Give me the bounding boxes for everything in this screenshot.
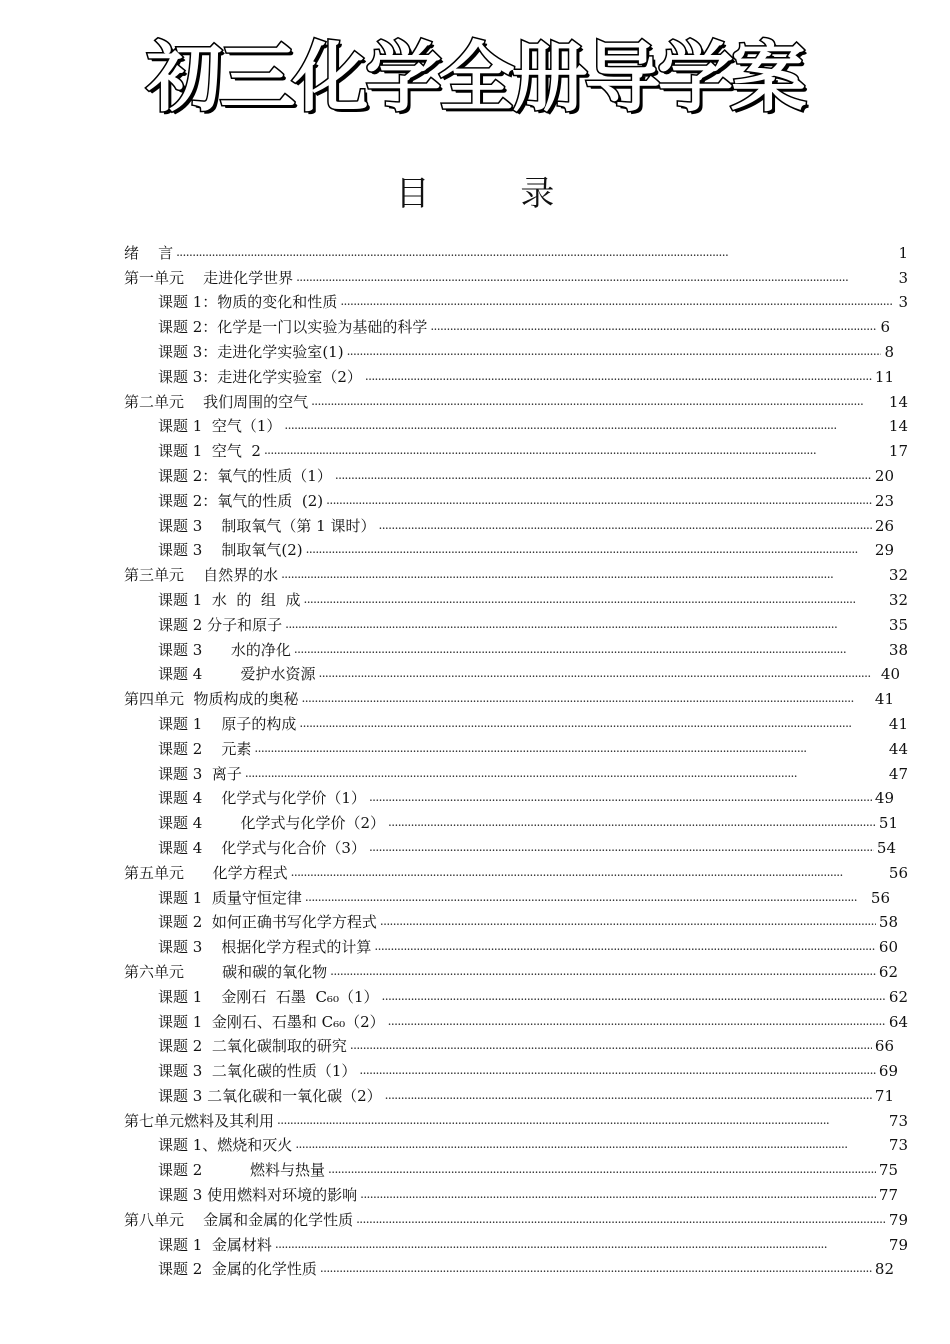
dot-leader	[356, 1211, 886, 1227]
toc-page-number: 47	[888, 764, 908, 783]
banner-title: 初三化学全册导学案	[146, 33, 804, 122]
toc-page-number: 73	[888, 1136, 908, 1155]
toc-lesson-entry[interactable]	[124, 1180, 908, 1205]
toc-entry-label: 课题 1 水 的 组 成	[158, 590, 301, 609]
toc-page-number: 41	[888, 714, 908, 733]
dot-leader	[311, 393, 886, 409]
toc-entry-label: 课题 2 燃料与热量	[158, 1161, 325, 1180]
dot-leader	[382, 988, 886, 1004]
toc-entry-label: 课题 3：走进化学实验室（2）	[158, 367, 362, 386]
dot-leader	[295, 1136, 886, 1152]
dot-leader	[285, 616, 886, 632]
dot-leader	[340, 293, 895, 309]
dot-leader	[365, 368, 872, 384]
toc-lesson-entry[interactable]	[124, 709, 908, 734]
toc-entry-label: 课题 3 制取氧气(2)	[158, 541, 303, 560]
toc-page-number: 73	[888, 1111, 908, 1130]
toc-lesson-entry[interactable]	[124, 312, 908, 337]
toc-page-number: 64	[888, 1012, 908, 1031]
toc-unit-entry[interactable]	[124, 238, 908, 263]
dot-leader	[299, 715, 886, 731]
toc-page-number: 44	[888, 739, 908, 758]
toc-entry-label: 课题 4 化学式与化合价（3）	[158, 838, 366, 857]
dot-leader	[347, 343, 882, 359]
dot-leader	[277, 1112, 886, 1128]
toc-lesson-entry[interactable]	[124, 1230, 908, 1255]
toc-page-number: 62	[878, 962, 898, 981]
dot-leader	[385, 1087, 872, 1103]
toc-page-number: 32	[888, 590, 908, 609]
toc-lesson-entry[interactable]	[124, 759, 908, 784]
toc-entry-label: 课题 4 爱护水资源	[158, 665, 316, 684]
toc-page-number: 1	[898, 243, 908, 262]
toc-lesson-entry[interactable]	[124, 932, 908, 957]
toc-unit-entry[interactable]	[124, 263, 908, 288]
toc-page-number: 60	[878, 938, 898, 957]
toc-lesson-entry[interactable]	[124, 808, 908, 833]
dot-leader	[176, 244, 895, 260]
toc-page-number: 3	[898, 293, 908, 312]
toc-lesson-entry[interactable]	[124, 461, 908, 486]
dot-leader	[296, 269, 895, 285]
toc-page-number: 11	[874, 367, 894, 386]
toc-page-number: 56	[870, 888, 890, 907]
toc-entry-label: 课题 1 空气 2	[158, 442, 261, 461]
toc-lesson-entry[interactable]	[124, 337, 908, 362]
toc-entry-label: 绪 言	[124, 243, 174, 262]
toc-page-number: 54	[876, 838, 896, 857]
toc-entry-label: 课题 3 使用燃料对环境的影响	[158, 1186, 358, 1205]
dot-leader	[275, 1236, 886, 1252]
toc-unit-entry[interactable]	[124, 1205, 908, 1230]
toc-lesson-entry[interactable]	[124, 362, 908, 387]
toc-unit-entry[interactable]	[124, 684, 908, 709]
dot-leader	[326, 492, 872, 508]
toc-page-number: 71	[874, 1086, 894, 1105]
toc-page-number: 29	[874, 541, 894, 560]
toc-entry-label: 课题 1：物质的变化和性质	[158, 293, 338, 312]
toc-entry-label: 第七单元燃料及其利用	[124, 1111, 275, 1130]
toc-page-number: 79	[888, 1210, 908, 1229]
toc-entry-label: 课题 2 元素	[158, 739, 252, 758]
toc-unit-entry[interactable]	[124, 387, 908, 412]
toc-page-number: 49	[874, 789, 894, 808]
dot-leader	[318, 665, 877, 681]
dot-leader	[303, 591, 885, 607]
toc-page-number: 32	[888, 566, 908, 585]
toc-page-number: 26	[874, 516, 894, 535]
dot-leader	[369, 789, 872, 805]
toc-lesson-entry[interactable]	[124, 412, 908, 437]
dot-leader	[294, 641, 886, 657]
toc-lesson-entry[interactable]	[124, 1255, 908, 1280]
toc-page-number: 20	[874, 466, 894, 485]
dot-leader	[254, 740, 886, 756]
toc-unit-entry[interactable]	[124, 560, 908, 585]
toc-page-number: 40	[880, 665, 900, 684]
toc-entry-label: 第一单元 走进化学世界	[124, 268, 294, 287]
toc-page-number: 6	[880, 318, 890, 337]
toc-entry-label: 第六单元 碳和碳的氧化物	[124, 962, 328, 981]
toc-entry-label: 课题 3 离子	[158, 764, 242, 783]
toc-entry-label: 课题 2 二氧化碳制取的研究	[158, 1037, 347, 1056]
toc-page-number: 58	[878, 913, 898, 932]
dot-leader	[388, 814, 876, 830]
toc-entry-label: 课题 4 化学式与化学价（1）	[158, 789, 366, 808]
toc-lesson-entry[interactable]	[124, 908, 908, 933]
toc-unit-entry[interactable]	[124, 1106, 908, 1131]
toc-page-number: 66	[874, 1037, 894, 1056]
dot-leader	[328, 1161, 876, 1177]
toc-entry-label: 课题 3 制取氧气（第 1 课时）	[158, 516, 376, 535]
toc-page-number: 41	[874, 690, 894, 709]
toc-lesson-entry[interactable]	[124, 1131, 908, 1156]
dot-leader	[330, 963, 876, 979]
dot-leader	[374, 938, 876, 954]
toc-lesson-entry[interactable]	[124, 1081, 908, 1106]
toc-entry-label: 课题 2 如何正确书写化学方程式	[158, 913, 377, 932]
toc-lesson-entry[interactable]	[124, 536, 908, 561]
toc-page-number: 82	[874, 1260, 894, 1279]
toc-entry-label: 课题 4 化学式与化学价（2）	[158, 814, 386, 833]
toc-lesson-entry[interactable]	[124, 660, 908, 685]
dot-leader	[281, 566, 886, 582]
dot-leader	[369, 839, 874, 855]
toc-lesson-entry[interactable]	[124, 511, 908, 536]
toc-entry-label: 课题 2 分子和原子	[158, 615, 283, 634]
toc-page-number: 56	[888, 863, 908, 882]
dot-leader	[306, 541, 872, 557]
toc-entry-label: 课题 2 金属的化学性质	[158, 1260, 317, 1279]
toc-page-number: 23	[874, 491, 894, 510]
dot-leader	[359, 1062, 876, 1078]
dot-leader	[388, 1013, 886, 1029]
toc-entry-label: 课题 2：氧气的性质 (2)	[158, 491, 324, 510]
toc-lesson-entry[interactable]	[124, 486, 908, 511]
toc-lesson-entry[interactable]	[124, 1155, 908, 1180]
toc-entry-label: 第四单元 物质构成的奥秘	[124, 690, 299, 709]
toc-entry-label: 课题 3 根据化学方程式的计算	[158, 938, 372, 957]
toc-lesson-entry[interactable]	[124, 610, 908, 635]
toc-page-number: 77	[878, 1186, 898, 1205]
toc-lesson-entry[interactable]	[124, 635, 908, 660]
toc-page-number: 8	[884, 342, 894, 361]
toc-entry-label: 课题 1 空气（1）	[158, 417, 282, 436]
dot-leader	[302, 690, 872, 706]
toc-entry-label: 课题 2：化学是一门以实验为基础的科学	[158, 318, 428, 337]
toc-page-number: 14	[888, 417, 908, 436]
toc-unit-entry[interactable]	[124, 957, 908, 982]
toc-page-number: 35	[888, 615, 908, 634]
toc-entry-label: 课题 2：氧气的性质（1）	[158, 466, 332, 485]
toc-entry-label: 课题 3：走进化学实验室(1)	[158, 342, 344, 361]
toc-entry-label: 第五单元 化学方程式	[124, 863, 288, 882]
toc-lesson-entry[interactable]	[124, 734, 908, 759]
toc-lesson-entry[interactable]	[124, 1032, 908, 1057]
toc-lesson-entry[interactable]	[124, 585, 908, 610]
toc-lesson-entry[interactable]	[124, 288, 908, 313]
table-of-contents	[124, 238, 908, 1279]
toc-lesson-entry[interactable]	[124, 1056, 908, 1081]
toc-heading: 目 录	[395, 174, 595, 214]
dot-leader	[360, 1186, 876, 1202]
toc-lesson-entry[interactable]	[124, 982, 908, 1007]
toc-lesson-entry[interactable]	[124, 784, 908, 809]
toc-page-number: 3	[898, 268, 908, 287]
toc-entry-label: 课题 1 金刚石 石墨 C₆₀（1）	[158, 987, 379, 1006]
toc-entry-label: 课题 3 水的净化	[158, 640, 291, 659]
toc-page-number: 14	[888, 392, 908, 411]
toc-page-number: 51	[878, 814, 898, 833]
toc-entry-label: 课题 3 二氧化碳和一氧化碳（2）	[158, 1086, 382, 1105]
toc-entry-label: 课题 1 金刚石、石墨和 C₆₀（2）	[158, 1012, 385, 1031]
dot-leader	[320, 1260, 872, 1276]
dot-leader	[284, 417, 886, 433]
toc-entry-label: 课题 1 质量守恒定律	[158, 888, 302, 907]
dot-leader	[380, 913, 876, 929]
toc-entry-label: 第二单元 我们周围的空气	[124, 392, 309, 411]
toc-lesson-entry[interactable]	[124, 833, 908, 858]
dot-leader	[245, 765, 886, 781]
dot-leader	[350, 1037, 872, 1053]
document-banner	[0, 30, 950, 126]
toc-page-number: 79	[888, 1235, 908, 1254]
toc-lesson-entry[interactable]	[124, 436, 908, 461]
toc-page-number: 38	[888, 640, 908, 659]
toc-page-number: 17	[888, 442, 908, 461]
toc-lesson-entry[interactable]	[124, 883, 908, 908]
toc-unit-entry[interactable]	[124, 858, 908, 883]
toc-entry-label: 第八单元 金属和金属的化学性质	[124, 1210, 354, 1229]
toc-entry-label: 课题 1 金属材料	[158, 1235, 272, 1254]
toc-page-number: 62	[888, 987, 908, 1006]
dot-leader	[378, 517, 871, 533]
toc-entry-label: 课题 1 原子的构成	[158, 714, 297, 733]
dot-leader	[264, 442, 886, 458]
dot-leader	[291, 864, 886, 880]
dot-leader	[335, 467, 872, 483]
toc-entry-label: 第三单元 自然界的水	[124, 566, 279, 585]
toc-page-number: 69	[878, 1062, 898, 1081]
toc-lesson-entry[interactable]	[124, 1007, 908, 1032]
toc-entry-label: 课题 1、燃烧和灭火	[158, 1136, 293, 1155]
toc-page-number: 75	[878, 1161, 898, 1180]
dot-leader	[430, 318, 877, 334]
dot-leader	[305, 889, 868, 905]
toc-entry-label: 课题 3 二氧化碳的性质（1）	[158, 1062, 357, 1081]
